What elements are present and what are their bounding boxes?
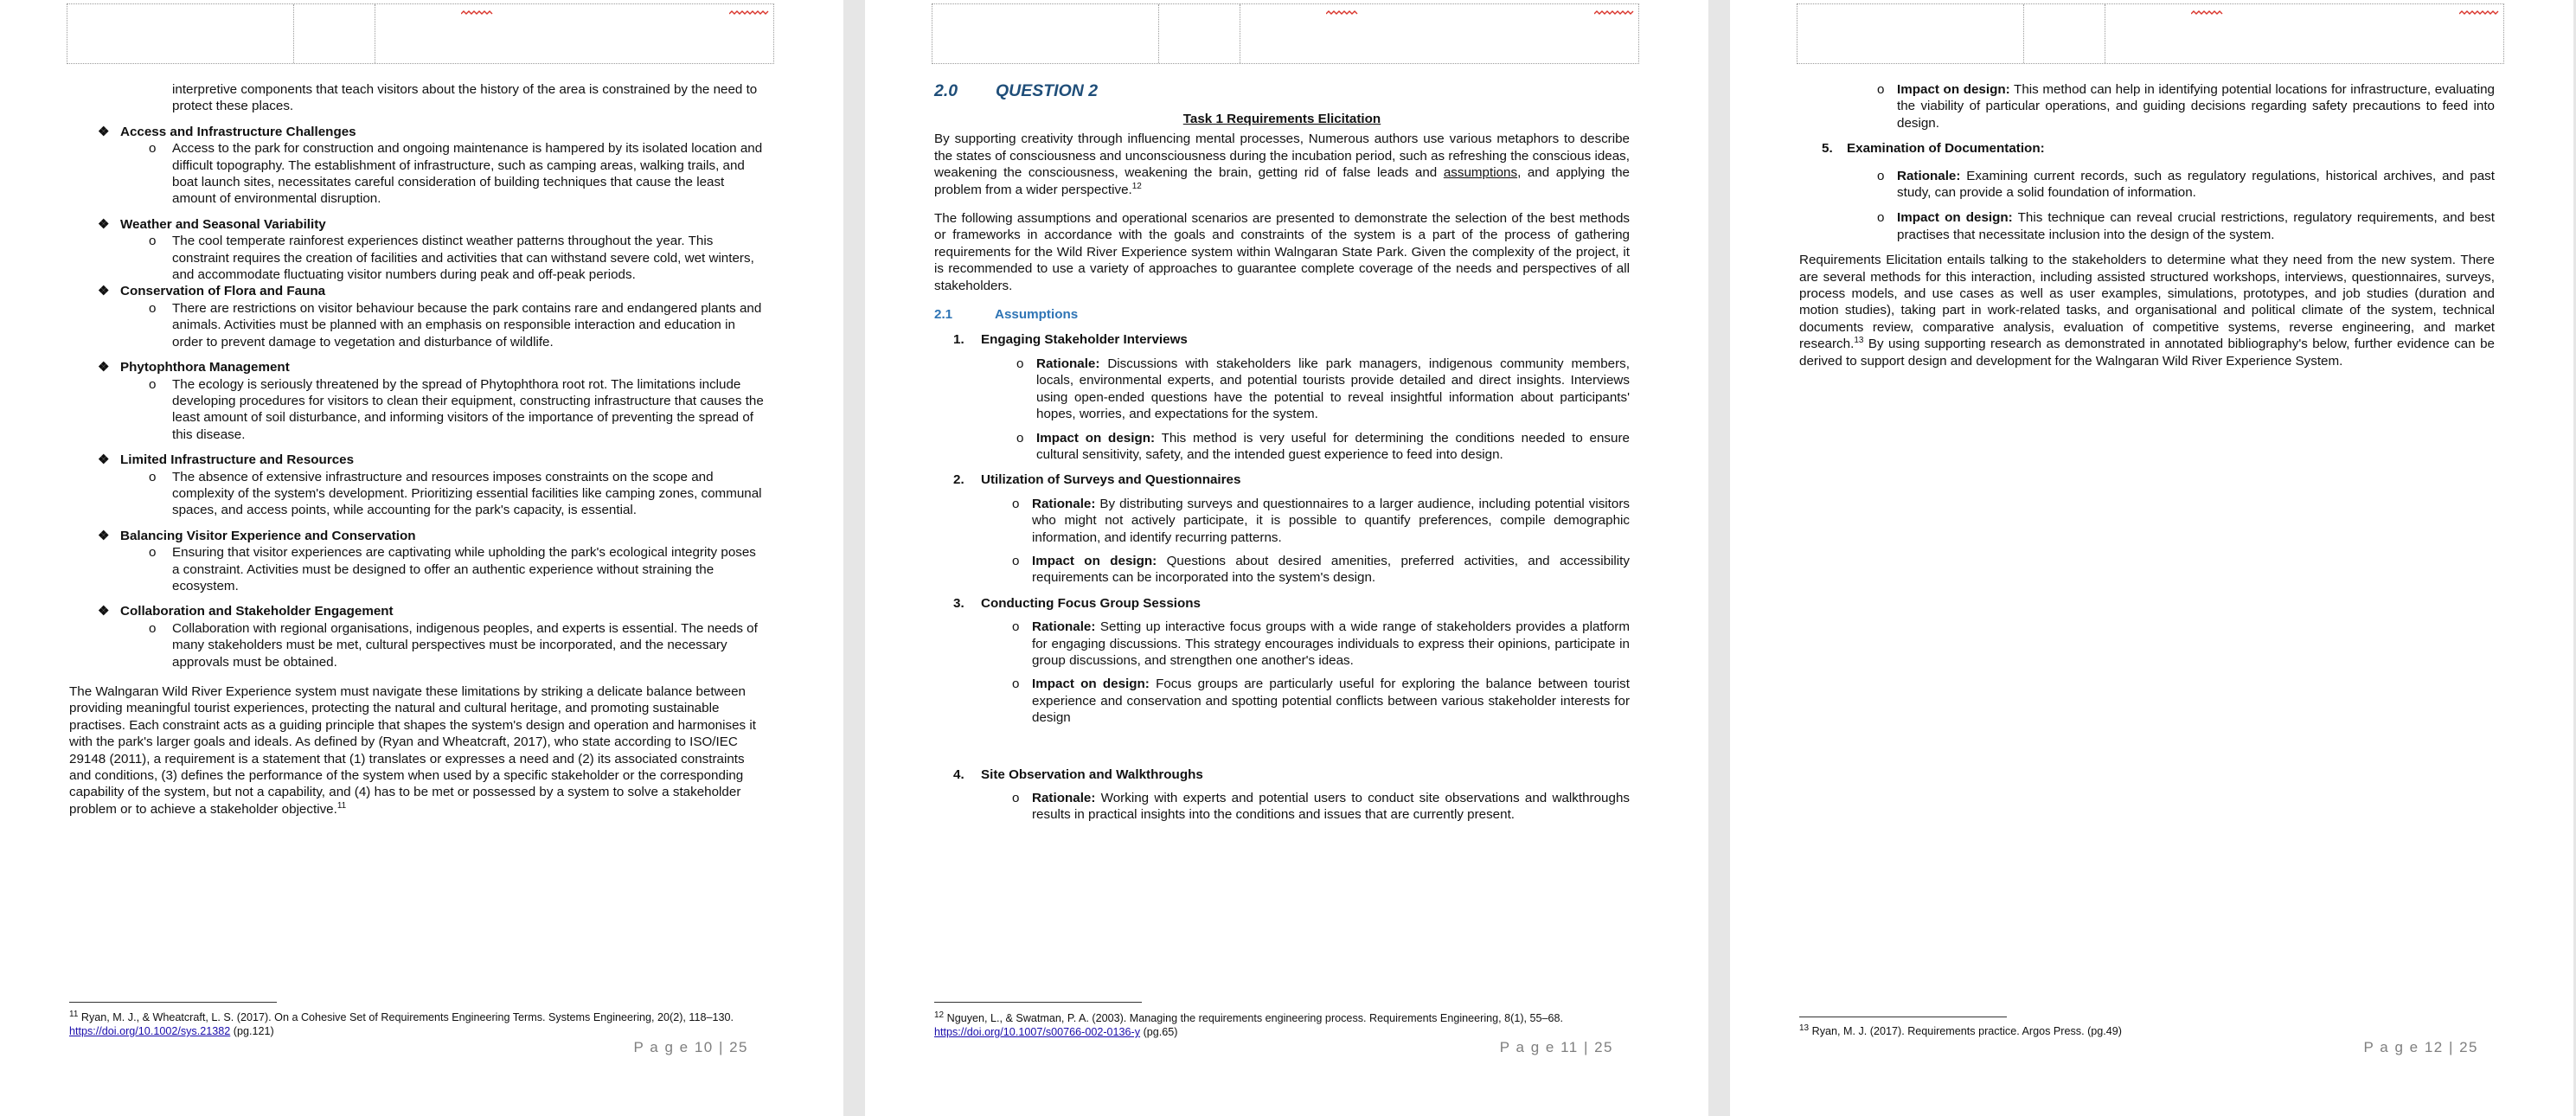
document-page-12 bbox=[1730, 0, 2573, 1116]
rationale-bullet: o Rationale: Examining current records, such as regulatory regulations, historical archives, and past study, can provide a solid foundation of information. bbox=[1877, 168, 2495, 201]
section-text: The ecology is seriously threatened by the spread of Phytophthora root rot. The limitations include developing procedures for visitors to clean their equipment, constructing infrastructure that causes the least amount of soil disturbance, and informing visitors of the importance of preventing the spread of this disease. bbox=[172, 376, 764, 442]
page-number: P a g e 11 | 25 bbox=[1499, 1039, 1613, 1055]
task-heading: Task 1 Requirements Elicitation bbox=[1182, 112, 1381, 126]
circle-bullet-icon: o bbox=[1012, 677, 1020, 692]
constraint-section bbox=[69, 359, 765, 443]
circle-bullet-icon: o bbox=[1012, 791, 1020, 805]
spellcheck-squiggle-icon bbox=[1326, 10, 1361, 16]
header-cell-divider bbox=[1158, 4, 1159, 63]
diamond-bullet-icon: ❖ bbox=[98, 216, 110, 232]
diamond-bullet-icon: ❖ bbox=[98, 360, 110, 375]
document-page-11 bbox=[865, 0, 1708, 1116]
constraint-section bbox=[69, 216, 765, 284]
circle-bullet-icon: o bbox=[1877, 168, 1885, 183]
header-cell-divider bbox=[2023, 4, 2024, 63]
impact-bullet: o Impact on design: Focus groups are particularly useful for exploring the balance between tourist experience and conservation and spotting potential conflicts between various stakeholder interests for design bbox=[1012, 677, 1630, 726]
numbered-item: 2. Utilization of Surveys and Questionnaires bbox=[953, 472, 1241, 488]
constraint-section bbox=[69, 124, 765, 208]
diamond-bullet-icon: ❖ bbox=[98, 284, 110, 299]
subsection-heading: 2.1 Assumptions bbox=[934, 307, 1079, 323]
paragraph: Requirements Elicitation entails talking to the stakeholders to determine what they need from the new system. There are several methods for this interaction, including assisted structured workshops, interviews, questionnaires, surveys, process models, and use cases as well as user examples, simulations, prototypes, and job studies (duration and motion studies), taking part in work-related tasks, and organisational and political climate of the system, technical documents review, comparative analysis, evaluation of competitive systems, reverse engineering, and market research.$^{13}$ By using supporting research as demonstrated in annotated bibliography's below, further evidence can be derived to support design and development for the Walngaran Wild River Experience System. bbox=[1799, 253, 2495, 369]
footnote: $^{11}$ Ryan, M. J., & Wheatcraft, L. S. (2017). On a Cohesive Set of Requirements Engineering Terms. Systems Engineering, 20(2), 118–130. https://doi.org/10.1002/sys.21382 (pg.121) bbox=[69, 1009, 734, 1037]
footnote: $^{13}$ Ryan, M. J. (2017). Requirements practice. Argos Press. (pg.49) bbox=[1799, 1023, 2122, 1037]
rationale-bullet: o Rationale: Setting up interactive focus groups with a wide range of stakeholders provides a platform for engaging discussions. This strategy encourages individuals to express their opinions, participate in group discussions, and strengthen one another's ideas. bbox=[1012, 619, 1630, 668]
circle-bullet-icon: o bbox=[149, 141, 157, 157]
closing-paragraph: The Walngaran Wild River Experience system must navigate these limitations by striking a delicate balance between providing meaningful tourist experiences, protecting the natural and cultural heritage, and promoting sustainable practises. Each constraint acts as a guiding principle that shapes the system's design and operation and harmonises it with the park's larger goals and ideals. As defined by (Ryan and Wheatcraft, 2017), who state according to ISO/IEC 29148 (2011), a requirement is a statement that (1) translates or expresses a need and (2) its associated constraints and conditions, (3) defines the performance of the system when used by a specific stakeholder or the corresponding capability of the system, but not a capability, and (4) has to be met or possessed by a system to solve a stakeholder problem or to achieve a stakeholder objective.$^{11}$ bbox=[69, 684, 756, 817]
section-heading: Balancing Visitor Experience and Conservation bbox=[120, 528, 416, 543]
impact-bullet: o Impact on design: This technique can reveal crucial restrictions, regulatory requirements, and best practises that necessitate inclusion into the design of the system. bbox=[1877, 210, 2495, 242]
section-text: The absence of extensive infrastructure and resources imposes constraints on the scope and complexity of the system's development. Prioritizing essential facilities like camping zones, communal spaces, and access points, while accounting for the park's capacity, is essential. bbox=[172, 469, 762, 518]
impact-bullet: o Impact on design: This method is very useful for determining the conditions needed to ensure cultural sensitivity, safety, and the intended guest experience to feed into design. bbox=[1016, 430, 1630, 462]
spellcheck-underlined-word: assumptions bbox=[1443, 165, 1518, 181]
doi-link[interactable]: https://doi.org/10.1002/sys.21382 bbox=[69, 1025, 231, 1037]
footnote-ref[interactable]: 11 bbox=[336, 800, 347, 811]
section-text: There are restrictions on visitor behaviour because the park contains rare and endangered plants and animals. Activities must be planned with an emphasis on responsible interaction and education in order to prevent damage to vegetation and disturbance of wildlife. bbox=[172, 300, 762, 350]
numbered-item: 5. Examination of Documentation: bbox=[1822, 141, 2045, 157]
paragraph: The following assumptions and operational scenarios are presented to demonstrate the selection of the best methods or frameworks in accordance with the goals and constraints of the system is a part of the process of gathering requirements for the Wild River Experience system within Walngaran State Park. Given the complexity of the project, it is recommended to use a variety of approaches to guarantee complete coverage of the needs and perspectives of all stakeholders. bbox=[934, 211, 1630, 293]
section-heading: Weather and Seasonal Variability bbox=[120, 216, 326, 232]
header-table bbox=[932, 3, 1639, 64]
rationale-bullet: o Rationale: Working with experts and potential users to conduct site observations and walkthroughs results in practical insights into the conditions and issues that are currently present. bbox=[1012, 791, 1630, 823]
circle-bullet-icon: o bbox=[149, 545, 157, 561]
spellcheck-squiggle-icon bbox=[2459, 10, 2501, 16]
circle-bullet-icon: o bbox=[149, 620, 157, 636]
footnote-ref[interactable]: 12 bbox=[1131, 181, 1142, 191]
impact-bullet: o Impact on design: This method can help in identifying potential locations for infrastructure, evaluating the viability of particular operations, and guiding decisions regarding safety precautions to feed into design. bbox=[1877, 82, 2495, 131]
footnote-ref[interactable]: 13 bbox=[1854, 336, 1864, 346]
footnote-separator bbox=[69, 1002, 277, 1003]
section-heading: Access and Infrastructure Challenges bbox=[120, 124, 356, 139]
diamond-bullet-icon: ❖ bbox=[98, 124, 110, 139]
page-body bbox=[1799, 81, 2495, 369]
circle-bullet-icon: o bbox=[1877, 82, 1885, 97]
section-text: Ensuring that visitor experiences are captivating while upholding the park's ecological integrity poses a constraint. Activities must be designed to offer an authentic experience without straining the ecosystem. bbox=[172, 545, 756, 593]
circle-bullet-icon: o bbox=[149, 234, 157, 249]
doi-link[interactable]: https://doi.org/10.1007/s00766-002-0136-y bbox=[934, 1026, 1141, 1038]
constraint-section bbox=[69, 452, 765, 519]
rationale-bullet: o Rationale: Discussions with stakeholders like park managers, indigenous community members, locals, environmental experts, and potential tourists provide detailed and direct insights. Interviews using open-ended questions have the potential to reveal insightful information about participants' hopes, worries, and expectations for the system. bbox=[1016, 356, 1630, 422]
circle-bullet-icon: o bbox=[1016, 356, 1024, 371]
section-text: The cool temperate rainforest experiences distinct weather patterns throughout the year. This constraint requires the creation of facilities and activities that can withstand severe cold, wet winters, and accommodate fluctuating visitor numbers during peak and off-peak periods. bbox=[172, 234, 754, 283]
page-body bbox=[69, 81, 765, 818]
impact-bullet: o Impact on design: Questions about desired amenities, preferred activities, and accessibility requirements can be incorporated into the system's design. bbox=[1012, 553, 1630, 586]
page-number: P a g e 10 | 25 bbox=[633, 1039, 748, 1055]
numbered-item: 4. Site Observation and Walkthroughs bbox=[953, 766, 1203, 782]
circle-bullet-icon: o bbox=[1016, 430, 1024, 446]
page-body bbox=[934, 80, 1630, 824]
circle-bullet-icon: o bbox=[1012, 553, 1020, 568]
header-table bbox=[67, 3, 774, 64]
constraint-section bbox=[69, 528, 765, 595]
section-heading: Phytophthora Management bbox=[120, 360, 290, 375]
header-table bbox=[1797, 3, 2504, 64]
paragraph: By supporting creativity through influencing mental processes, Numerous authors use various metaphors to describe the states of consciousness and unconsciousness during the incubation period, such as refreshing the conscious ideas, weakening the consciousness, weakening the brain, getting rid of false leads and assumptions, and applying the problem from a wider perspective.$^{12}$ bbox=[934, 131, 1630, 197]
circle-bullet-icon: o bbox=[1012, 496, 1020, 511]
page-number: P a g e 12 | 25 bbox=[2363, 1039, 2478, 1055]
section-heading: Collaboration and Stakeholder Engagement bbox=[120, 604, 394, 619]
rationale-bullet: o Rationale: By distributing surveys and questionnaires to a larger audience, including potential visitors who might not actively participate, it is possible to quantify preferences, compile demographic information, and identify recurring patterns. bbox=[1012, 496, 1630, 545]
circle-bullet-icon: o bbox=[149, 376, 157, 392]
numbered-item: 3. Conducting Focus Group Sessions bbox=[953, 595, 1201, 611]
circle-bullet-icon: o bbox=[149, 300, 157, 316]
section-heading: Conservation of Flora and Fauna bbox=[120, 284, 326, 299]
spellcheck-squiggle-icon bbox=[461, 10, 496, 16]
circle-bullet-icon: o bbox=[149, 469, 157, 484]
numbered-item: 1. Engaging Stakeholder Interviews bbox=[953, 332, 1188, 348]
section-text: Collaboration with regional organisations, indigenous peoples, and experts is essential. The needs of many stakeholders must be met, cultural perspectives must be incorporated, and the necessary approvals must be obtained. bbox=[172, 620, 758, 670]
constraint-section bbox=[69, 603, 765, 670]
diamond-bullet-icon: ❖ bbox=[98, 452, 110, 468]
section-text: Access to the park for construction and ongoing maintenance is hampered by its isolated location and difficult topography. The establishment of infrastructure, such as camping areas, walking trails, and boat launch sites, necessitates careful consideration of building techniques that cause the least amount of environmental disruption. bbox=[172, 141, 763, 207]
paragraph-continuation: interpretive components that teach visitors about the history of the area is constrained by the need to protect these places. bbox=[172, 82, 758, 114]
circle-bullet-icon: o bbox=[1012, 619, 1020, 635]
constraint-section bbox=[69, 283, 765, 350]
diamond-bullet-icon: ❖ bbox=[98, 604, 110, 619]
header-cell-divider bbox=[293, 4, 294, 63]
document-page-10 bbox=[0, 0, 843, 1116]
spellcheck-squiggle-icon bbox=[1594, 10, 1636, 16]
question-heading: 2.0 QUESTION 2 bbox=[934, 81, 1099, 100]
spellcheck-squiggle-icon bbox=[729, 10, 771, 16]
circle-bullet-icon: o bbox=[1877, 210, 1885, 226]
footnote: $^{12}$ Nguyen, L., & Swatman, P. A. (2003). Managing the requirements engineering process. Requirements Engineering, 8(1), 55–68. https://doi.org/10.1007/s00766-002-0136-y (pg.65) bbox=[934, 1010, 1564, 1038]
diamond-bullet-icon: ❖ bbox=[98, 528, 110, 543]
section-heading: Limited Infrastructure and Resources bbox=[120, 452, 355, 468]
spellcheck-squiggle-icon bbox=[2191, 10, 2226, 16]
footnote-separator bbox=[934, 1002, 1142, 1003]
